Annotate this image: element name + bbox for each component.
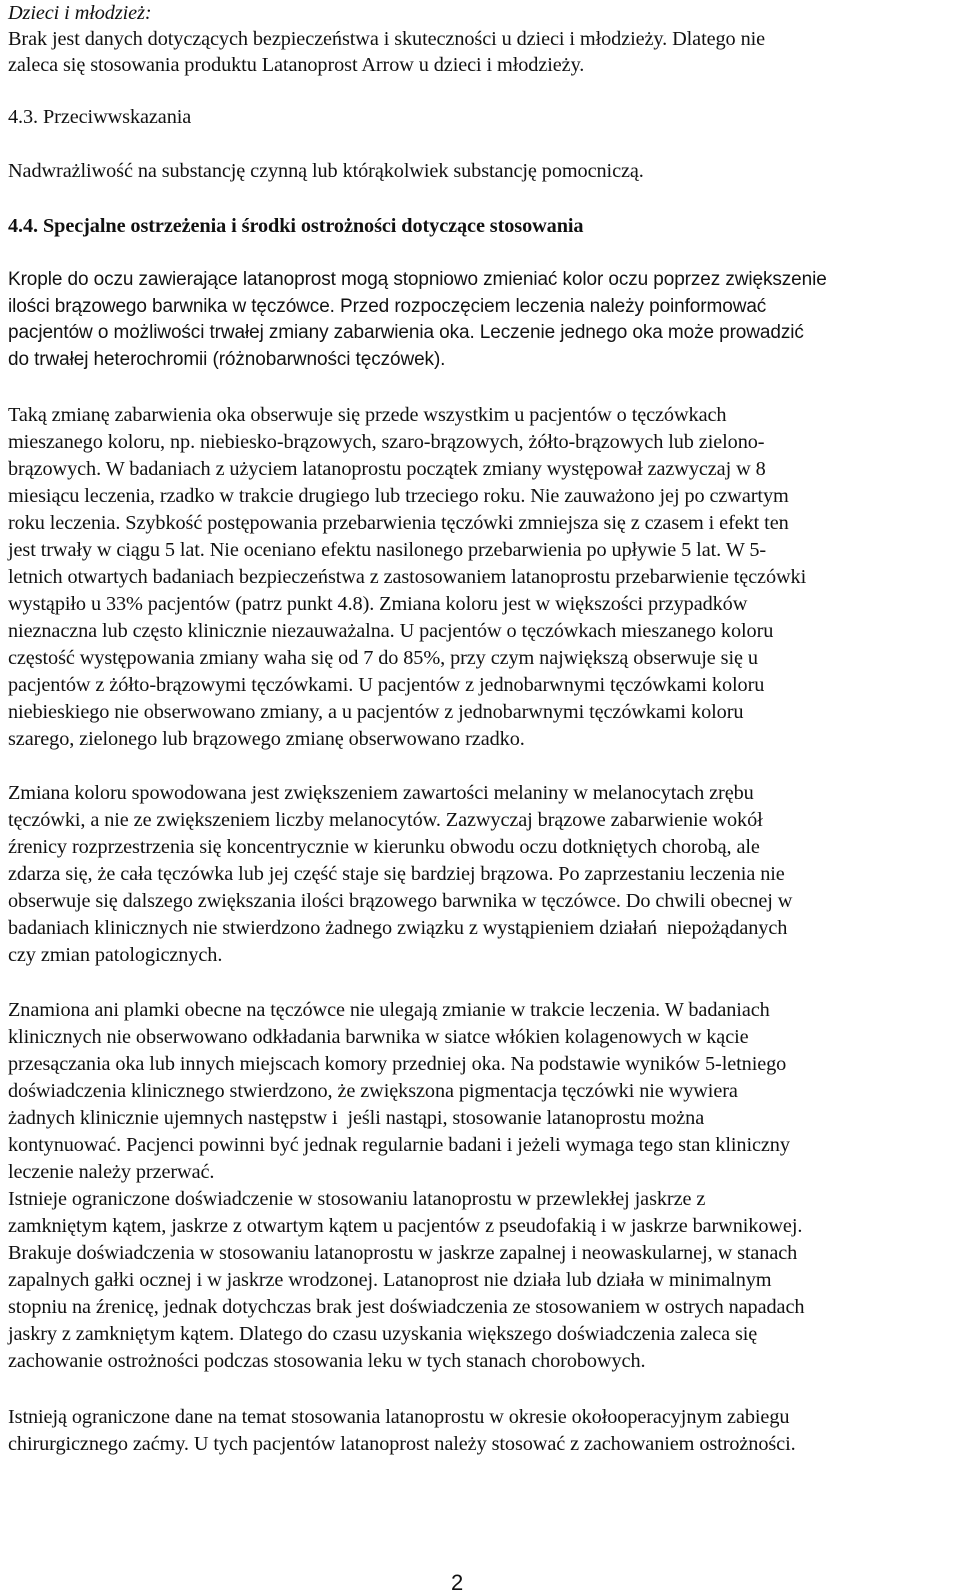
paragraph-2-line: częstość występowania zmiany waha się od 7 do 85%, przy czym największą obserwuje się u — [8, 647, 758, 669]
paragraph-2-line: nieznaczna lub często klinicznie niezauważalna. U pacjentów o tęczówkach mieszanego koloru — [8, 620, 774, 642]
paragraph-2-line: miesiącu leczenia, rzadko w trakcie drugiego lub trzeciego roku. Nie zauważono jej po czwartym — [8, 485, 789, 507]
paragraph-4-line: zamkniętym kątem, jaskrze z otwartym kątem u pacjentów z pseudofakią i w jaskrze barwnikowej. — [8, 1215, 803, 1237]
paragraph-4-line: kontynuować. Pacjenci powinni być jednak regularnie badani i jeżeli wymaga tego stan kliniczny — [8, 1134, 790, 1156]
section-4-4-intro-line: pacjentów o możliwości trwałej zmiany zabarwienia oka. Leczenie jednego oka może prowadzić — [8, 322, 804, 343]
section-4-4-intro-line: do trwałej heterochromii (różnobarwności tęczówek). — [8, 349, 446, 370]
paragraph-3-line: czy zmian patologicznych. — [8, 944, 223, 966]
children-heading: Dzieci i młodzież: — [8, 2, 152, 24]
paragraph-3-line: źrenicy rozprzestrzenia się koncentrycznie w kierunku obwodu oczu dotkniętych chorobą, ale — [8, 836, 760, 858]
paragraph-2-line: letnich otwartych badaniach bezpieczeństwa z zastosowaniem latanoprostu przebarwienie tęczówki — [8, 566, 807, 588]
paragraph-4-line: zapalnych gałki ocznej i w jaskrze wrodzonej. Latanoprost nie działa lub działa w minimalnym — [8, 1269, 772, 1291]
section-4-3-heading: 4.3. Przeciwwskazania — [8, 106, 192, 128]
paragraph-2-line: mieszanego koloru, np. niebiesko-brązowych, szaro-brązowych, żółto-brązowych lub zielono- — [8, 431, 765, 453]
paragraph-3-line: obserwuje się dalszego zwiększania ilości brązowego barwnika w tęczówce. Do chwili obecnej w — [8, 890, 793, 912]
paragraph-3-line: zdarza się, że cała tęczówka lub jej część staje się bardziej brązowa. Po zaprzestaniu leczenia nie — [8, 863, 785, 885]
children-text-line: Brak jest danych dotyczących bezpieczeństwa i skuteczności u dzieci i młodzieży. Dlatego nie — [8, 28, 766, 50]
paragraph-2-line: szarego, zielonego lub brązowego zmianę obserwowano rzadko. — [8, 728, 525, 750]
paragraph-2-line: jest trwały w ciągu 5 lat. Nie oceniano efektu nasilonego przebarwienia po upływie 5 lat. W 5- — [8, 539, 767, 561]
paragraph-4-line: przesączania oka lub innych miejscach komory przedniej oka. Na podstawie wyników 5-letniego — [8, 1053, 787, 1075]
paragraph-2-line: pacjentów z żółto-brązowymi tęczówkami. U pacjentów z jednobarwnymi tęczówkami koloru — [8, 674, 765, 696]
page-number: 2 — [451, 1570, 464, 1595]
paragraph-4-line: Brakuje doświadczenia w stosowaniu latanoprostu w jaskrze zapalnej i neowaskularnej, w stanach — [8, 1242, 798, 1264]
section-4-4-intro-line: Krople do oczu zawierające latanoprost mogą stopniowo zmieniać kolor oczu poprzez zwiększenie — [8, 269, 827, 290]
paragraph-4-line: zachowanie ostrożności podczas stosowania leku w tych stanach chorobowych. — [8, 1350, 646, 1372]
children-text-line: zaleca się stosowania produktu Latanoprost Arrow u dzieci i młodzieży. — [8, 54, 585, 76]
paragraph-5-line: Istnieją ograniczone dane na temat stosowania latanoprostu w okresie okołooperacyjnym zabiegu — [8, 1406, 790, 1428]
paragraph-2-line: wystąpiło u 33% pacjentów (patrz punkt 4.8). Zmiana koloru jest w większości przypadków — [8, 593, 748, 615]
paragraph-4-line: leczenie należy przerwać. — [8, 1161, 215, 1183]
section-4-3-text: Nadwrażliwość na substancję czynną lub którąkolwiek substancję pomocniczą. — [8, 160, 644, 182]
paragraph-5-line: chirurgicznego zaćmy. U tych pacjentów latanoprost należy stosować z zachowaniem ostrożności. — [8, 1433, 796, 1455]
paragraph-2-line: Taką zmianę zabarwienia oka obserwuje się przede wszystkim u pacjentów o tęczówkach — [8, 404, 727, 426]
section-4-4-intro-line: ilości brązowego barwnika w tęczówce. Przed rozpoczęciem leczenia należy poinformować — [8, 296, 767, 317]
paragraph-2-line: roku leczenia. Szybkość postępowania przebarwienia tęczówki zmniejsza się z czasem i efekt ten — [8, 512, 789, 534]
paragraph-3-line: Zmiana koloru spowodowana jest zwiększeniem zawartości melaniny w melanocytach zrębu — [8, 782, 754, 804]
paragraph-3-line: tęczówki, a nie ze zwiększeniem liczby melanocytów. Zazwyczaj brązowe zabarwienie wokół — [8, 809, 763, 831]
paragraph-2-line: niebieskiego nie obserwowano zmiany, a u pacjentów z jednobarwnymi tęczówkami koloru — [8, 701, 744, 723]
paragraph-4-line: klinicznych nie obserwowano odkładania barwnika w siatce włókien kolagenowych w kącie — [8, 1026, 749, 1048]
paragraph-3-line: badaniach klinicznych nie stwierdzono żadnego związku z wystąpieniem działań niepożądanych — [8, 917, 788, 939]
paragraph-2-line: brązowych. W badaniach z użyciem latanoprostu początek zmiany występował zazwyczaj w 8 — [8, 458, 766, 480]
paragraph-4-line: Istnieje ograniczone doświadczenie w stosowaniu latanoprostu w przewlekłej jaskrze z — [8, 1188, 706, 1210]
paragraph-4-line: stopniu na źrenicę, jednak dotychczas brak jest doświadczenia ze stosowaniem w ostrych napadach — [8, 1296, 805, 1318]
section-4-4-heading: 4.4. Specjalne ostrzeżenia i środki ostrożności dotyczące stosowania — [8, 215, 584, 237]
paragraph-4-line: Znamiona ani plamki obecne na tęczówce nie ulegają zmianie w trakcie leczenia. W badaniach — [8, 999, 770, 1021]
paragraph-4-line: jaskry z zamkniętym kątem. Dlatego do czasu uzyskania większego doświadczenia zaleca się — [8, 1323, 758, 1345]
paragraph-4-line: doświadczenia klinicznego stwierdzono, że zwiększona pigmentacja tęczówki nie wywiera — [8, 1080, 738, 1102]
paragraph-4-line: żadnych klinicznie ujemnych następstw i jeśli nastąpi, stosowanie latanoprostu można — [8, 1107, 705, 1129]
